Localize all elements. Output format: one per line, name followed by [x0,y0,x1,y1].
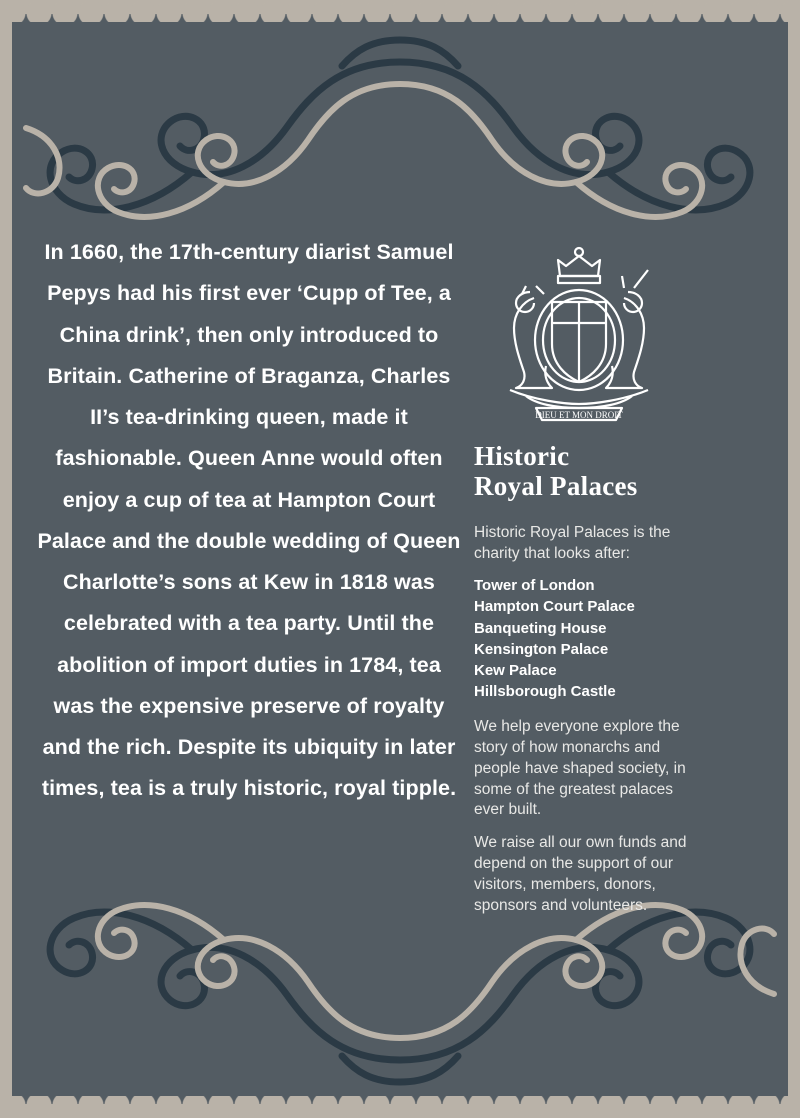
right-border-band [788,0,800,1118]
left-border-band [0,0,12,1118]
hrp-logo-line1: Historic [474,441,570,471]
palace-list [474,575,766,703]
scroll-flourish-top-icon [12,32,788,252]
hrp-logo [474,441,766,501]
main-body-text: In 1660, the 17th-century diarist Samuel Pepys had his first ever ‘Cupp of Tee, a China drink’, then only introduced to Britain. Catherine of Braganza, Charles II’s tea-drinking queen, made it fashionable. Queen Anne would often enjoy a cup of tea at Hampton Court Palace and the double wedding of Queen Charlotte’s sons at Kew in 1818 was celebrated with a tea party. Until the abolition of import duties in 1784, tea was the expensive preserve of royalty and the rich. Despite its ubiquity in later times, tea is a truly historic, royal tipple. [37,240,461,801]
content-area [12,232,788,929]
list-item: Banqueting House [474,619,607,637]
list-item: Tower of London [474,577,595,594]
list-item: Hillsborough Castle [474,683,616,701]
list-item: Kew Palace [474,662,557,680]
poster-inner-panel [12,22,788,1096]
mission-paragraph: We help everyone explore the story of how monarchs and people have shaped society, in some of the greatest palaces ever built. [474,717,686,819]
royal-coat-of-arms-icon [474,240,684,430]
funding-paragraph: We raise all our own funds and depend on the support of our visitors, members, donors, sponsors and volunteers. [474,834,687,915]
crest-motto-bottom: DIEU ET MON DROIT [535,410,623,420]
hrp-logo-line2: Royal Palaces [474,471,638,502]
list-item: Hampton Court Palace [474,598,635,616]
list-item: Kensington Palace [474,640,609,658]
sidebar [464,232,766,929]
charity-intro-text: Historic Royal Palaces is the charity that looks after: [474,524,671,563]
